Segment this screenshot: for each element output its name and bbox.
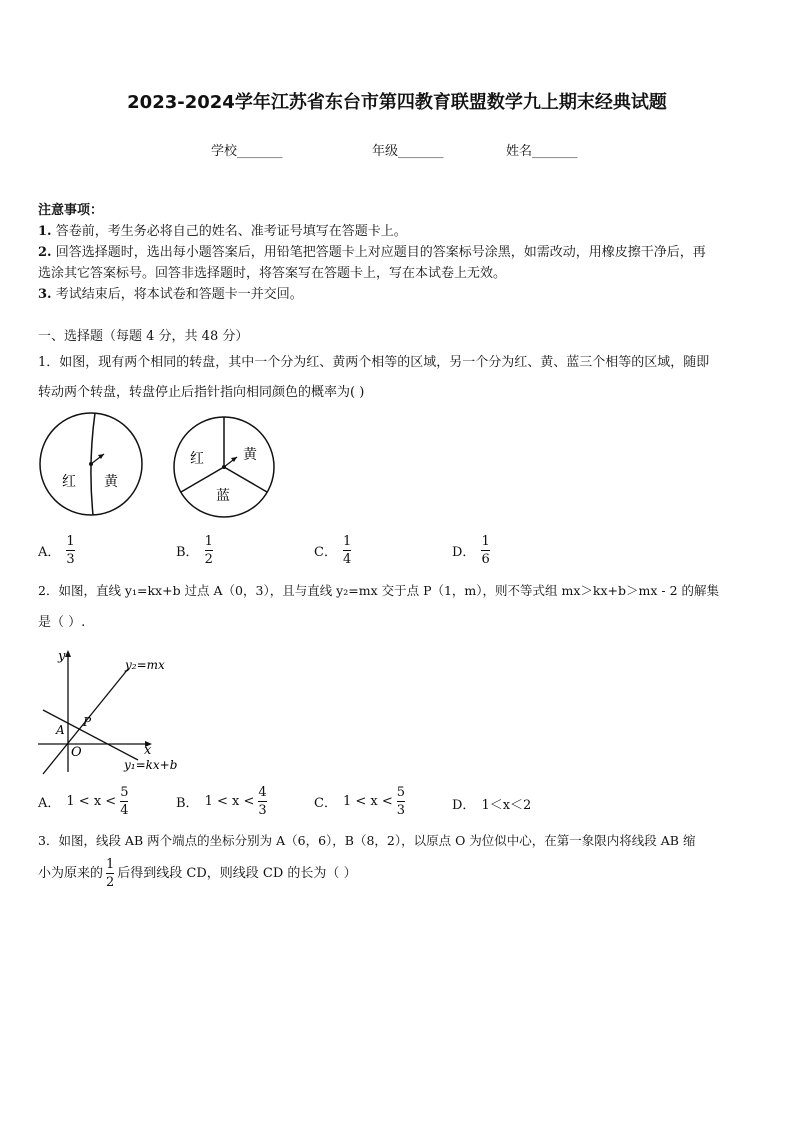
q1-option-b-letter: B．	[176, 545, 199, 560]
q2-option-a[interactable]	[38, 785, 128, 818]
q2-option-a-num: 5	[120, 785, 129, 800]
q2-option-c-den: 3	[396, 803, 406, 818]
q1-option-c-num: 1	[342, 534, 352, 549]
q1-option-a-fraction	[66, 534, 74, 567]
x-axis-label: x	[144, 743, 152, 758]
q1-option-c-fraction	[343, 534, 351, 567]
q2-option-c-fraction	[397, 785, 405, 818]
page-title: 2023-2024学年江苏省东台市第四教育联盟数学九上期末经典试题	[127, 92, 667, 113]
q2-option-c-letter: C．	[314, 796, 337, 811]
q1-option-b-num: 1	[204, 534, 213, 549]
q1-option-d-den: 6	[481, 552, 490, 567]
q1-option-c[interactable]	[314, 534, 351, 567]
grade-field: 年级_______	[372, 144, 444, 159]
line-y1-label: y₁=kx+b	[124, 758, 178, 772]
origin-label: O	[71, 745, 82, 760]
q2-option-b[interactable]	[176, 785, 267, 818]
q2-text-line2: 是（ ）.	[38, 615, 86, 630]
spinner-1-left-label: 红	[62, 474, 76, 490]
spinner-2-label-a: 红	[190, 451, 204, 467]
y-axis-label: y	[58, 649, 66, 664]
q3-text-pre: 小为原来的	[38, 865, 104, 881]
q2-option-c-expr	[343, 785, 405, 818]
notice-item-1-num: 1.	[38, 224, 52, 239]
q2-text-line1: 2．如图，直线 y₁=kx+b 过点 A（0，3），且与直线 y₂=mx 交于点 P（1，m），则不等式组 mx＞kx+b＞mx - 2 的解集	[38, 583, 720, 598]
q1-option-c-letter: C．	[314, 545, 337, 560]
q2-option-b-expr	[205, 785, 267, 818]
q1-option-d-fraction	[481, 534, 489, 567]
notice-item-2	[38, 242, 768, 264]
spinner-2	[174, 417, 274, 517]
q2-option-a-expr	[66, 785, 128, 818]
q3-text-line1: 3．如图，线段 AB 两个端点的坐标分别为 A（6，6），B（8，2），以原点 O 为位似中心，在第一象限内将线段 AB 缩	[38, 833, 696, 848]
q1-text-line2: 转动两个转盘，转盘停止后指针指向相同颜色的概率为( )	[38, 385, 365, 400]
notice-item-2-cont: 选涂其它答案标号。回答非选择题时，将答案写在答题卡上，写在本试卷上无效。	[38, 266, 507, 281]
point-p-label: P	[83, 715, 92, 729]
spinner-1	[40, 413, 142, 515]
q1-option-c-den: 4	[342, 552, 352, 567]
q2-option-d-letter: D．	[452, 798, 476, 813]
notice-item-3-text: 考试结束后，将本试卷和答题卡一并交回。	[55, 287, 303, 302]
q2-option-d[interactable]	[452, 794, 531, 813]
line-y2-label: y₂=mx	[125, 658, 165, 672]
spinner-2-label-b: 黄	[243, 447, 257, 463]
q2-option-a-prefix: 1 < x <	[66, 794, 117, 809]
notice-item-1-text: 答卷前，考生务必将自己的姓名、准考证号填写在答题卡上。	[55, 224, 407, 239]
q2-option-a-den: 4	[120, 803, 129, 818]
school-field: 学校_______	[211, 144, 283, 159]
q1-option-b-den: 2	[204, 552, 213, 567]
q3-fraction-den: 2	[106, 875, 115, 890]
q2-option-c[interactable]	[314, 785, 405, 818]
q3-fraction	[106, 857, 114, 890]
q1-option-a-den: 3	[66, 552, 75, 567]
q3-fraction-num: 1	[106, 857, 115, 872]
q1-option-b-fraction	[205, 534, 213, 567]
notice-item-2-text: 回答选择题时，选出每小题答案后，用铅笔把答题卡上对应题目的答案标号涂黑，如需改动，用橡皮擦干净后，再	[55, 245, 706, 260]
spinner-1-right-label: 黄	[104, 474, 118, 490]
q2-option-b-den: 3	[258, 803, 267, 818]
q2-graph	[38, 644, 188, 779]
q2-option-b-letter: B．	[176, 796, 199, 811]
q2-option-c-num: 5	[396, 785, 406, 800]
q1-option-a-letter: A．	[38, 545, 61, 560]
q1-option-d-num: 1	[481, 534, 490, 549]
q2-option-a-letter: A．	[38, 796, 61, 811]
q2-option-b-prefix: 1 < x <	[204, 794, 255, 809]
q2-option-d-text: 1＜x＜2	[481, 798, 532, 813]
notice-item-3-num: 3.	[38, 287, 52, 302]
q1-option-d[interactable]	[452, 534, 490, 567]
notice-heading: 注意事项：	[38, 203, 104, 218]
point-a-label: A	[56, 723, 65, 737]
notice-item-2-num: 2.	[38, 245, 52, 260]
name-field: 姓名_______	[506, 144, 578, 159]
spinner-2-label-c: 蓝	[216, 488, 230, 504]
q2-option-b-num: 4	[258, 785, 267, 800]
q2-option-b-fraction	[258, 785, 266, 818]
q1-text-line1: 1．如图，现有两个相同的转盘，其中一个分为红、黄两个相等的区域，另一个分为红、黄、蓝三个相等的区域，随即	[38, 355, 710, 370]
q1-option-a-num: 1	[66, 534, 75, 549]
q3-text-line2	[38, 857, 357, 890]
q1-option-a[interactable]	[38, 534, 75, 567]
q2-option-a-fraction	[120, 785, 128, 818]
section-heading: 一、选择题（每题 4 分，共 48 分）	[38, 329, 249, 344]
q1-spinners-figure	[38, 412, 278, 522]
notice-item-3	[38, 284, 303, 306]
q2-option-c-prefix: 1 < x <	[342, 794, 393, 809]
q1-option-b[interactable]	[176, 534, 213, 567]
notice-item-1	[38, 221, 407, 243]
q1-option-d-letter: D．	[452, 545, 476, 560]
q3-text-post: 后得到线段 CD，则线段 CD 的长为（ ）	[117, 865, 357, 881]
